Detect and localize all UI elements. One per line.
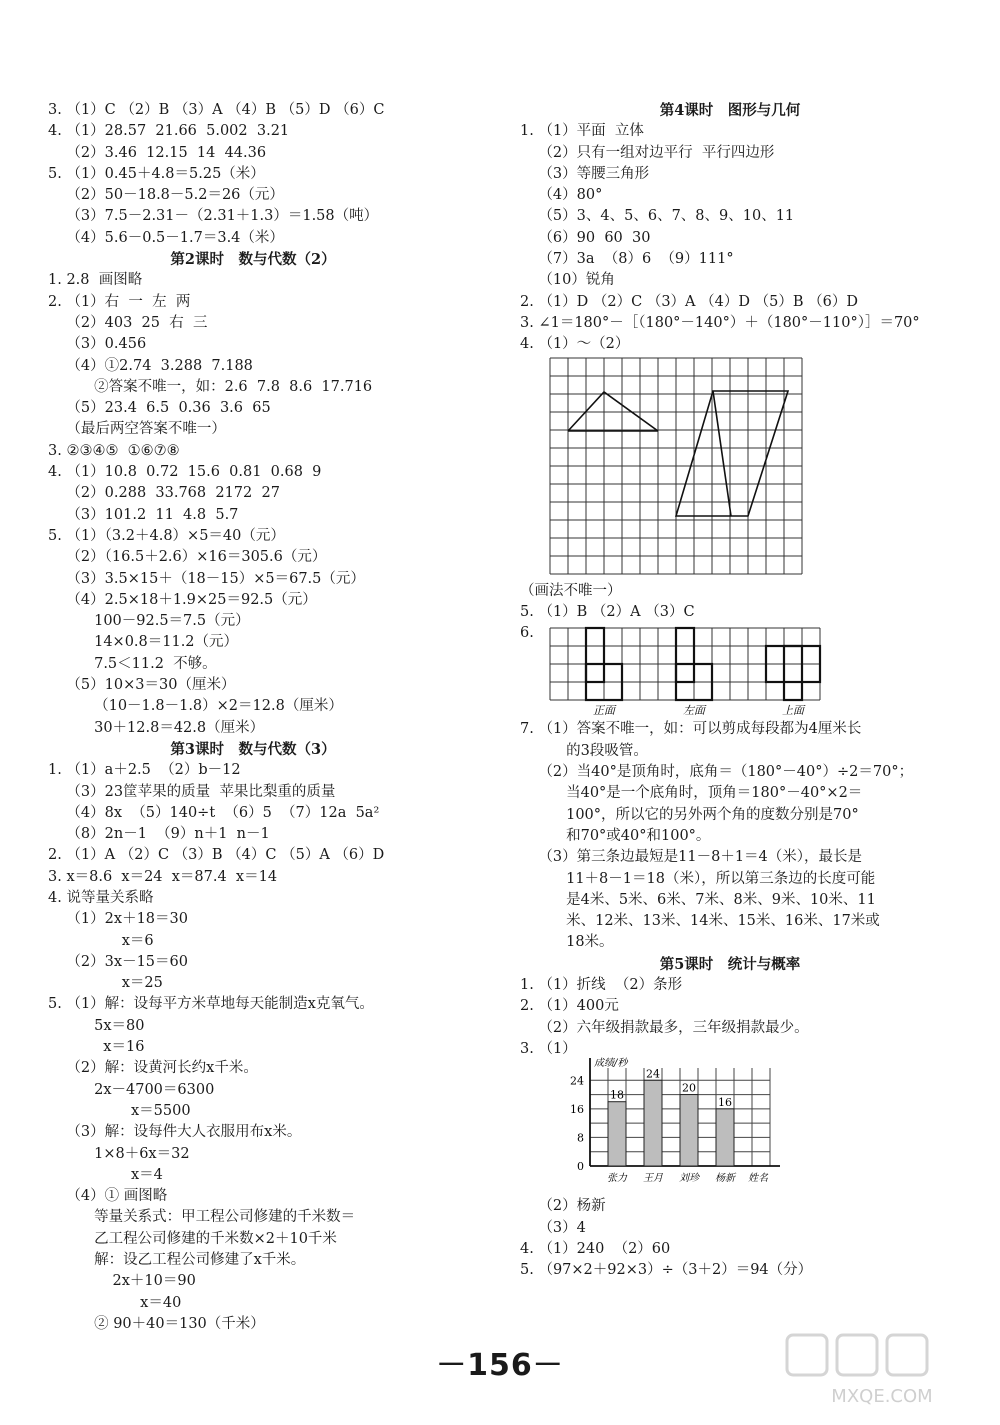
answer-line: （2）3x－15＝60 <box>48 953 188 970</box>
section-heading: 第5课时 统计与概率 <box>659 955 801 973</box>
bar-张力 <box>608 1102 626 1166</box>
answer-line: （3）7.5－2.31－（2.31＋1.3）＝1.58（吨） <box>48 208 379 225</box>
answer-line: 1. （1）折线 （2）条形 <box>520 977 683 994</box>
answer-line: （3）23筐苹果的质量 苹果比梨重的质量 <box>48 783 336 800</box>
answer-line: 1×8＋6x＝32 <box>48 1145 190 1162</box>
bar-王月 <box>644 1080 662 1166</box>
answer-line: 解：设乙工程公司修建了x千米。 <box>48 1252 306 1269</box>
bar-value-label: 16 <box>718 1096 732 1110</box>
answer-line: 5. （1）解：设每平方米草地每天能制造x克氧气。 <box>48 996 374 1013</box>
bar-chart <box>550 1056 850 1196</box>
right-column <box>520 100 940 1281</box>
view-top-label: 上面 <box>782 704 804 718</box>
answer-line: （8）2n－1 （9）n＋1 n－1 <box>48 826 270 843</box>
answer-line: （2）只有一组对边平行 平行四边形 <box>520 144 775 161</box>
answer-line: ② 90＋40＝130（千米） <box>48 1315 265 1332</box>
bar-value-label: 24 <box>646 1067 660 1081</box>
answer-line: （4）5.6－0.5－1.7＝3.4（米） <box>48 229 284 246</box>
bar-刘珍 <box>680 1095 698 1166</box>
answer-line: 4. 说等量关系略 <box>48 889 154 906</box>
answer-line: ②答案不唯一，如：2.6 7.8 8.6 17.716 <box>48 378 373 395</box>
x-category-label: 王月 <box>643 1173 663 1185</box>
bar-杨新 <box>716 1109 734 1166</box>
answer-line: （10－1.8－1.8）×2＝12.8（厘米） <box>48 698 343 715</box>
answer-line: 5. （1）（3.2＋4.8）×5＝40（元） <box>48 527 285 544</box>
answer-line: x＝16 <box>48 1039 145 1056</box>
answer-line: 1. （1）平面 立体 <box>520 123 644 140</box>
answer-line: 2. （1）右 一 左 两 <box>48 293 191 310</box>
left-column <box>48 100 458 1335</box>
answer-line: x＝5500 <box>48 1102 191 1119</box>
answer-line: 14×0.8＝11.2（元） <box>48 634 239 651</box>
answer-line: x＝40 <box>48 1294 182 1311</box>
answer-line: （4）8x （5）140÷t （6）5 （7）12a 5a² <box>48 804 380 821</box>
answer-line: （2）403 25 右 三 <box>48 314 208 331</box>
answer-line: 是4米、5米、6米、7米、8米、9米、10米、11 <box>520 891 876 908</box>
answer-line: 3. ②③④⑤ ①⑥⑦⑧ <box>48 442 180 459</box>
geometry-grid-figure <box>548 356 808 581</box>
answer-line: 5. （1）0.45＋4.8＝5.25（米） <box>48 165 265 182</box>
answer-line: （3）第三条边最短是11－8＋1＝4（米），最长是 <box>520 849 863 866</box>
y-axis-label: 成绩/秒 <box>594 1058 628 1070</box>
answer-line: （6）90 60 30 <box>520 229 651 246</box>
answer-line: 4. （1）28.57 21.66 5.002 3.21 <box>48 123 290 140</box>
answer-line: （4）2.5×18＋1.9×25＝92.5（元） <box>48 591 317 608</box>
answer-line: （4）①2.74 3.288 7.188 <box>48 357 253 374</box>
answer-line: （2）3.46 12.15 14 44.36 <box>48 144 267 161</box>
answer-line: 2x－4700＝6300 <box>48 1081 215 1098</box>
y-tick-label: 0 <box>577 1160 584 1174</box>
answer-line: （4）① 画图略 <box>48 1188 168 1205</box>
answer-line: 1. （1）a＋2.5 （2）b－12 <box>48 762 241 779</box>
view-left-label: 左面 <box>683 704 705 718</box>
answer-line: 6. <box>520 625 534 642</box>
answer-line: （5）23.4 6.5 0.36 3.6 65 <box>48 400 271 417</box>
answer-line: 11＋8－1＝18（米），所以第三条边的长度可能 <box>520 870 876 887</box>
answer-line: 3. x＝8.6 x＝24 x＝87.4 x＝14 <box>48 868 278 885</box>
answer-line: 4. （1）10.8 0.72 15.6 0.81 0.68 9 <box>48 464 322 481</box>
answer-line: 1. 2.8 画图略 <box>48 272 143 289</box>
answer-line: 4. （1）240 （2）60 <box>520 1240 671 1257</box>
section-heading: 第3课时 数与代数（3） <box>170 740 336 758</box>
section-heading: 第4课时 图形与几何 <box>659 102 801 119</box>
answer-line: （1）2x＋18＝30 <box>48 911 188 928</box>
answer-line: 2x＋10＝90 <box>48 1273 196 1290</box>
bar-value-label: 18 <box>610 1088 624 1102</box>
view-front-label: 正面 <box>593 704 615 718</box>
watermark-text: MXQE.COM <box>831 1386 933 1407</box>
answer-line: （最后两空答案不唯一） <box>48 421 226 438</box>
answer-line: 3. ∠1＝180°－［（180°－140°）＋（180°－110°）］＝70° <box>520 314 920 331</box>
answer-line: （3）101.2 11 4.8 5.7 <box>48 506 239 523</box>
x-category-label: 张力 <box>607 1173 627 1185</box>
answer-line: 乙工程公司修建的千米数×2＋10千米 <box>48 1230 337 1247</box>
answer-line: （2）50－18.8－5.2＝26（元） <box>48 187 284 204</box>
answer-line: （3）4 <box>520 1219 586 1236</box>
answer-line: 7.5＜11.2 不够。 <box>48 655 217 672</box>
answer-line: 18米。 <box>520 934 614 951</box>
answer-line: 和70°或40°和100°。 <box>520 827 711 844</box>
watermark-logo <box>782 1330 982 1410</box>
y-tick-label: 24 <box>570 1074 584 1088</box>
answer-line: （2）0.288 33.768 2172 27 <box>48 485 280 502</box>
answer-line: （2）（16.5＋2.6）×16＝305.6（元） <box>48 549 327 566</box>
answer-line: 100－92.5＝7.5（元） <box>48 613 250 630</box>
answer-line: 当40°是一个底角时，顶角＝180°－40°×2＝ <box>520 785 863 802</box>
answer-line: 的3段吸管。 <box>520 742 648 759</box>
answer-line: （5）3、4、5、6、7、8、9、10、11 <box>520 208 795 225</box>
answer-line: （3）3.5×15＋（18－15）×5＝67.5（元） <box>48 570 365 587</box>
answer-line: x＝25 <box>48 975 163 992</box>
x-category-label: 刘珍 <box>679 1173 699 1185</box>
answer-line: 米、12米、13米、14米、15米、16米、17米或 <box>520 913 880 930</box>
answer-line: （3）0.456 <box>48 336 147 353</box>
three-views-figure <box>548 624 838 719</box>
answer-line: 7. （1）答案不唯一，如：可以剪成每段都为4厘米长 <box>520 721 862 738</box>
y-tick-label: 16 <box>570 1103 584 1117</box>
answer-line: 5x＝80 <box>48 1017 145 1034</box>
answer-line: （3）等腰三角形 <box>520 165 650 182</box>
answer-line: 2. （1）A （2）C （3）B （4）C （5）A （6）D <box>48 847 385 864</box>
answer-line: （2）解：设黄河长约x千米。 <box>48 1060 258 1077</box>
answer-line: 2. （1）D （2）C （3）A （4）D （5）B （6）D <box>520 293 858 310</box>
answer-line: （2）当40°是顶角时，底角＝（180°－40°）÷2＝70°； <box>520 764 914 781</box>
answer-line: （2）杨新 <box>520 1198 606 1215</box>
parallelogram-diagonal <box>713 391 731 516</box>
x-axis-label: 姓名 <box>748 1173 768 1185</box>
answer-line: （10）锐角 <box>520 272 615 289</box>
x-category-label: 杨新 <box>715 1173 735 1185</box>
right-mid2-block <box>520 719 940 1060</box>
answer-line: 等量关系式：甲工程公司修建的千米数＝ <box>48 1209 356 1226</box>
answer-line: （7）3a （8）6 （9）111° <box>520 251 734 268</box>
bar-value-label: 20 <box>682 1081 696 1095</box>
answer-line: 3. （1） <box>520 1040 577 1057</box>
answer-line: 100°，所以它的另外两个角的度数分别是70° <box>520 806 859 823</box>
right-bottom-block <box>520 1196 940 1281</box>
answer-line: 3. （1）C （2）B （3）A （4）B （5）D （6）C <box>48 102 385 118</box>
answer-line: 2. （1）400元 <box>520 998 619 1015</box>
answer-line: （画法不唯一） <box>520 582 622 599</box>
answer-line: 5. （1）B （2）A （3）C <box>520 603 695 620</box>
page-number: －156－ <box>436 1348 564 1383</box>
answer-line: （4）80° <box>520 187 603 204</box>
section-heading: 第2课时 数与代数（2） <box>170 251 336 269</box>
answer-line: x＝6 <box>48 932 154 949</box>
answer-line: （5）10×3＝30（厘米） <box>48 677 236 694</box>
parallelogram-shape <box>676 391 788 516</box>
answer-line: （3）解：设每件大人衣服用布x米。 <box>48 1124 302 1141</box>
answer-line: 30＋12.8＝42.8（厘米） <box>48 719 265 736</box>
answer-line: x＝4 <box>48 1166 163 1183</box>
right-top-block <box>520 100 940 356</box>
answer-line: 5. （97×2＋92×3）÷（3＋2）＝94（分） <box>520 1262 813 1279</box>
y-tick-label: 8 <box>577 1131 584 1145</box>
answer-line: 4. （1）～（2） <box>520 336 630 353</box>
answer-line: （2）六年级捐款最多，三年级捐款最少。 <box>520 1019 809 1036</box>
